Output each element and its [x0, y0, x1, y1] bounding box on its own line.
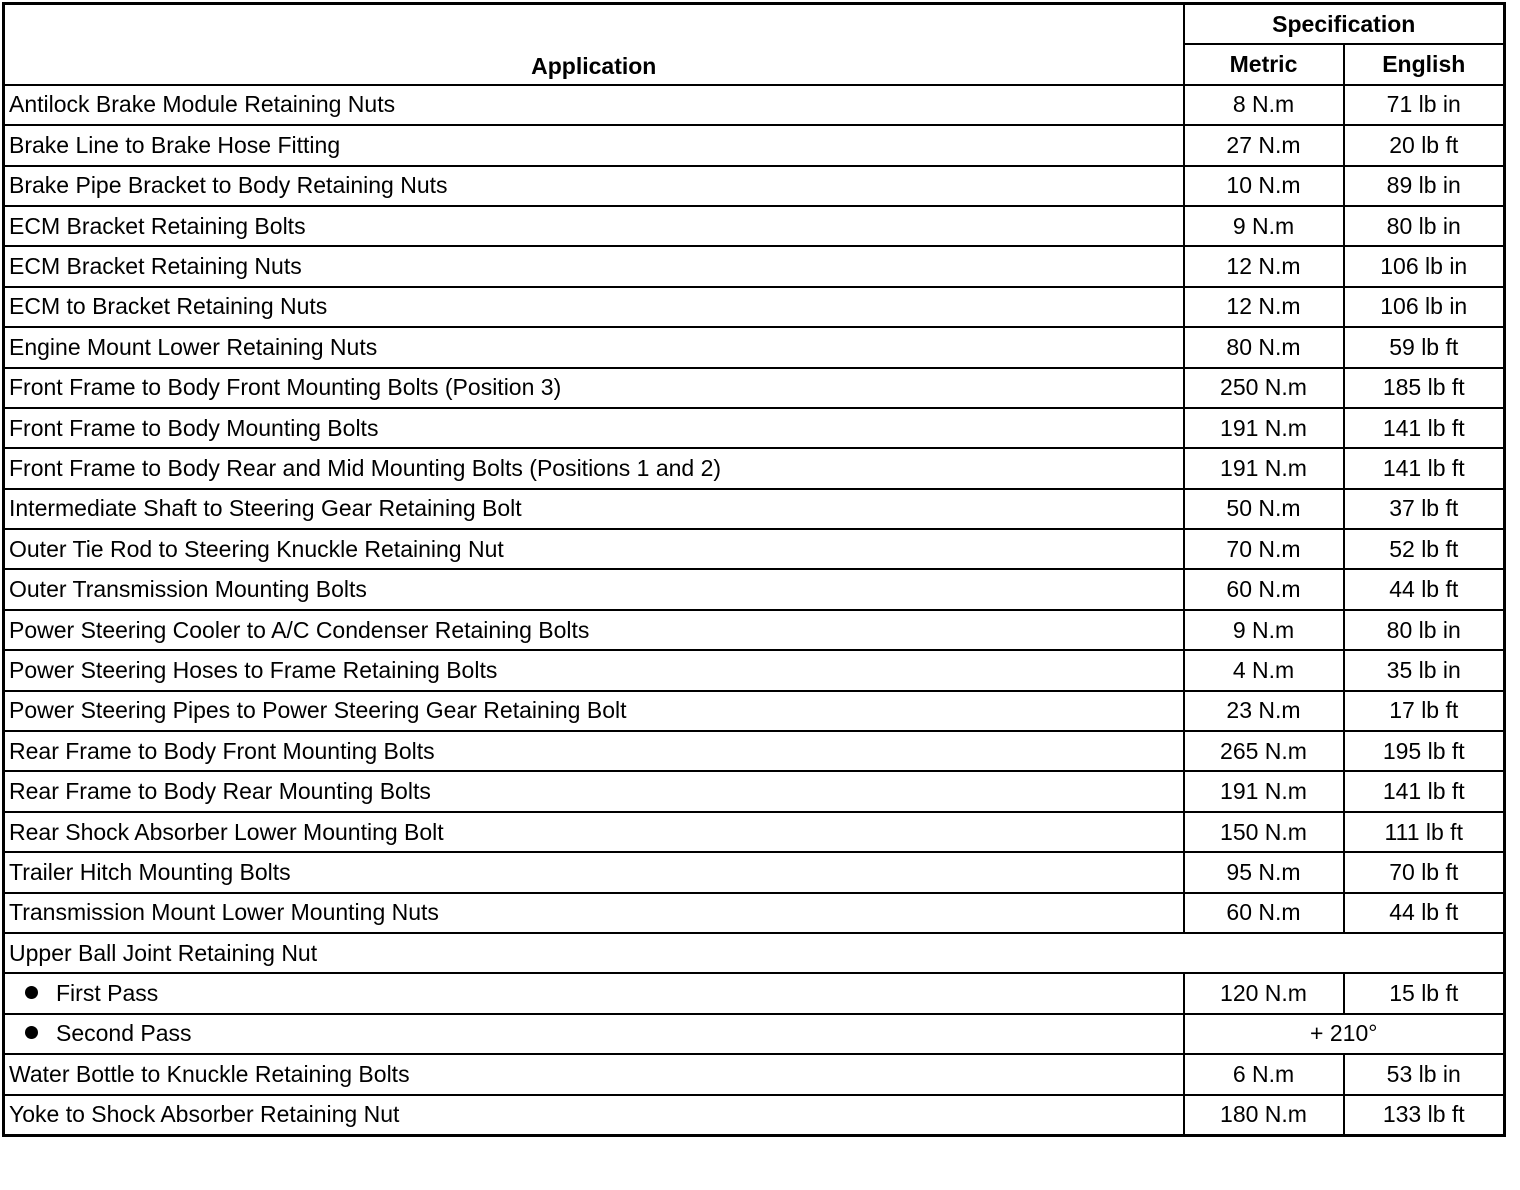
- table-row: [4, 489, 1505, 529]
- metric-cell: 250 N.m: [1184, 368, 1344, 408]
- specification-header: Specification: [1184, 4, 1505, 45]
- english-cell: 141 lb ft: [1344, 448, 1505, 488]
- table-row: [4, 408, 1505, 448]
- metric-cell: 191 N.m: [1184, 408, 1344, 448]
- application-cell: Rear Frame to Body Front Mounting Bolts: [4, 731, 1184, 771]
- english-cell: 80 lb in: [1344, 206, 1505, 246]
- metric-cell: 191 N.m: [1184, 448, 1344, 488]
- metric-cell: 50 N.m: [1184, 489, 1344, 529]
- first-pass-row: [4, 973, 1505, 1013]
- table-row: [4, 448, 1505, 488]
- english-cell: 20 lb ft: [1344, 125, 1505, 165]
- english-cell: 111 lb ft: [1344, 812, 1505, 852]
- metric-cell: 95 N.m: [1184, 852, 1344, 892]
- table-row: [4, 569, 1505, 609]
- application-cell: Outer Transmission Mounting Bolts: [4, 569, 1184, 609]
- metric-cell: 180 N.m: [1184, 1095, 1344, 1136]
- metric-cell: 8 N.m: [1184, 85, 1344, 125]
- english-cell: 59 lb ft: [1344, 327, 1505, 367]
- application-cell: Rear Shock Absorber Lower Mounting Bolt: [4, 812, 1184, 852]
- english-cell: 37 lb ft: [1344, 489, 1505, 529]
- application-cell: Transmission Mount Lower Mounting Nuts: [4, 893, 1184, 933]
- english-cell: 185 lb ft: [1344, 368, 1505, 408]
- application-cell: Yoke to Shock Absorber Retaining Nut: [4, 1095, 1184, 1136]
- table-row: [4, 529, 1505, 569]
- first-pass-cell: [4, 973, 1184, 1013]
- english-cell: 70 lb ft: [1344, 852, 1505, 892]
- metric-cell: 60 N.m: [1184, 893, 1344, 933]
- application-cell: Power Steering Hoses to Frame Retaining Bolts: [4, 650, 1184, 690]
- application-header: Application: [4, 4, 1184, 85]
- metric-cell: 60 N.m: [1184, 569, 1344, 609]
- english-cell: 15 lb ft: [1344, 973, 1505, 1013]
- application-cell: Trailer Hitch Mounting Bolts: [4, 852, 1184, 892]
- english-cell: 89 lb in: [1344, 166, 1505, 206]
- table-row: [4, 85, 1505, 125]
- metric-cell: 4 N.m: [1184, 650, 1344, 690]
- application-cell: ECM Bracket Retaining Bolts: [4, 206, 1184, 246]
- bullet-icon: [25, 986, 38, 999]
- application-cell: Front Frame to Body Front Mounting Bolts (Position 3): [4, 368, 1184, 408]
- header-row-top: [4, 4, 1505, 45]
- table-row: [4, 1095, 1505, 1136]
- application-cell: Water Bottle to Knuckle Retaining Bolts: [4, 1054, 1184, 1094]
- table-row: [4, 731, 1505, 771]
- english-cell: 133 lb ft: [1344, 1095, 1505, 1136]
- application-cell: Intermediate Shaft to Steering Gear Retaining Bolt: [4, 489, 1184, 529]
- table-row: [4, 691, 1505, 731]
- english-header: English: [1344, 44, 1505, 84]
- application-cell: Outer Tie Rod to Steering Knuckle Retaining Nut: [4, 529, 1184, 569]
- metric-cell: 27 N.m: [1184, 125, 1344, 165]
- second-pass-row: [4, 1014, 1505, 1054]
- english-cell: 52 lb ft: [1344, 529, 1505, 569]
- table-row: [4, 1054, 1505, 1094]
- table-row: [4, 812, 1505, 852]
- english-cell: 44 lb ft: [1344, 569, 1505, 609]
- bullet-icon: [25, 1026, 38, 1039]
- application-cell: Power Steering Pipes to Power Steering Gear Retaining Bolt: [4, 691, 1184, 731]
- table-row: [4, 246, 1505, 286]
- application-cell: Brake Line to Brake Hose Fitting: [4, 125, 1184, 165]
- application-cell: ECM to Bracket Retaining Nuts: [4, 287, 1184, 327]
- table-row: [4, 771, 1505, 811]
- table-row: [4, 327, 1505, 367]
- ball-joint-title: Upper Ball Joint Retaining Nut: [4, 933, 1505, 973]
- first-pass-label: First Pass: [56, 980, 159, 1007]
- english-cell: 17 lb ft: [1344, 691, 1505, 731]
- application-cell: Engine Mount Lower Retaining Nuts: [4, 327, 1184, 367]
- application-cell: Front Frame to Body Rear and Mid Mounting Bolts (Positions 1 and 2): [4, 448, 1184, 488]
- table-row: [4, 125, 1505, 165]
- application-cell: Antilock Brake Module Retaining Nuts: [4, 85, 1184, 125]
- english-cell: 35 lb in: [1344, 650, 1505, 690]
- application-cell: Power Steering Cooler to A/C Condenser Retaining Bolts: [4, 610, 1184, 650]
- application-cell: Front Frame to Body Mounting Bolts: [4, 408, 1184, 448]
- metric-cell: 70 N.m: [1184, 529, 1344, 569]
- table-row: [4, 166, 1505, 206]
- metric-cell: 12 N.m: [1184, 287, 1344, 327]
- application-cell: ECM Bracket Retaining Nuts: [4, 246, 1184, 286]
- english-cell: 141 lb ft: [1344, 771, 1505, 811]
- table-row: [4, 893, 1505, 933]
- second-pass-cell: [4, 1014, 1184, 1054]
- table-row: [4, 650, 1505, 690]
- metric-cell: 265 N.m: [1184, 731, 1344, 771]
- table-row: [4, 368, 1505, 408]
- table-row: [4, 610, 1505, 650]
- ball-joint-title-row: [4, 933, 1505, 973]
- metric-cell: 9 N.m: [1184, 206, 1344, 246]
- metric-cell: 6 N.m: [1184, 1054, 1344, 1094]
- english-cell: 141 lb ft: [1344, 408, 1505, 448]
- metric-cell: 10 N.m: [1184, 166, 1344, 206]
- metric-cell: 80 N.m: [1184, 327, 1344, 367]
- metric-cell: 12 N.m: [1184, 246, 1344, 286]
- metric-header: Metric: [1184, 44, 1344, 84]
- table-row: [4, 287, 1505, 327]
- english-cell: 80 lb in: [1344, 610, 1505, 650]
- metric-cell: 191 N.m: [1184, 771, 1344, 811]
- application-cell: Brake Pipe Bracket to Body Retaining Nuts: [4, 166, 1184, 206]
- second-pass-angle: + 210°: [1184, 1014, 1505, 1054]
- english-cell: 71 lb in: [1344, 85, 1505, 125]
- table-row: [4, 206, 1505, 246]
- english-cell: 106 lb in: [1344, 287, 1505, 327]
- metric-cell: 150 N.m: [1184, 812, 1344, 852]
- english-cell: 53 lb in: [1344, 1054, 1505, 1094]
- english-cell: 44 lb ft: [1344, 893, 1505, 933]
- metric-cell: 9 N.m: [1184, 610, 1344, 650]
- torque-specification-table: [2, 2, 1506, 1137]
- metric-cell: 120 N.m: [1184, 973, 1344, 1013]
- english-cell: 195 lb ft: [1344, 731, 1505, 771]
- table-row: [4, 852, 1505, 892]
- second-pass-label: Second Pass: [56, 1020, 192, 1047]
- application-cell: Rear Frame to Body Rear Mounting Bolts: [4, 771, 1184, 811]
- metric-cell: 23 N.m: [1184, 691, 1344, 731]
- english-cell: 106 lb in: [1344, 246, 1505, 286]
